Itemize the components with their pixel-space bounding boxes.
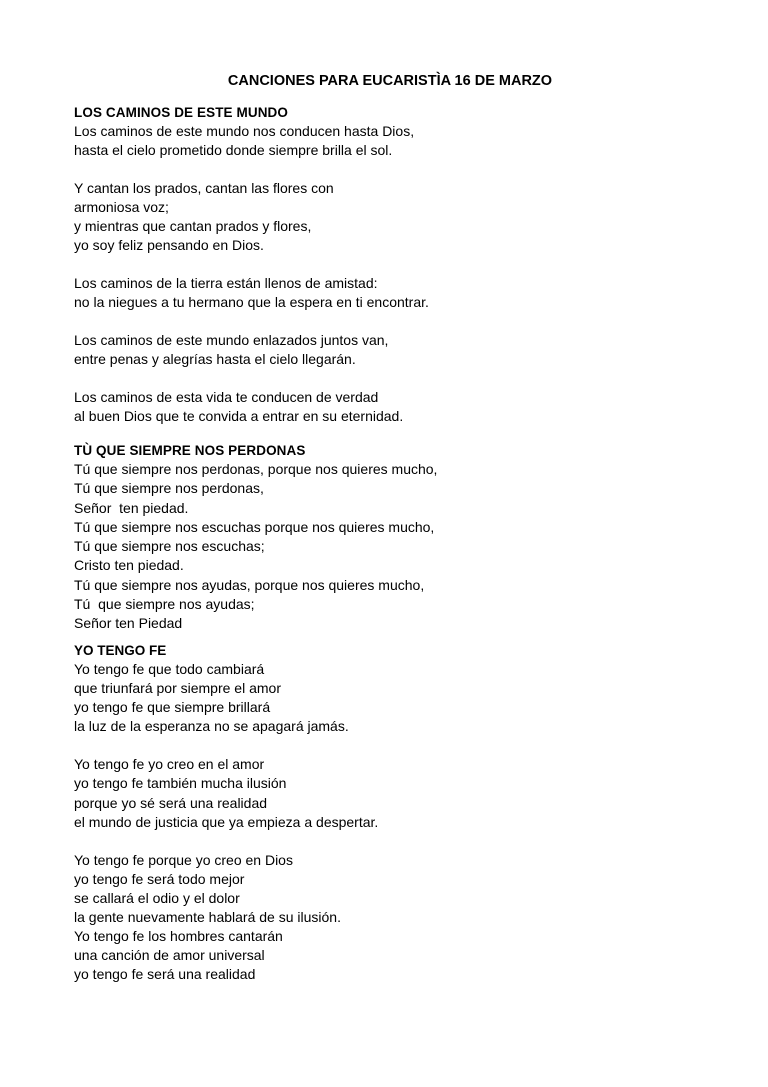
lyric-line: que triunfará por siempre el amor [74,680,281,697]
lyric-line: el mundo de justicia que ya empieza a despertar. [74,813,379,830]
lyric-line: Cristo ten piedad. [74,557,184,574]
song-title: TÙ QUE SIEMPRE NOS PERDONAS [74,443,306,458]
document-title: CANCIONES PARA EUCARISTÌA 16 DE MARZO [227,73,553,89]
lyric-line: Tú que siempre nos ayudas, porque nos quieres mucho, [74,576,425,593]
lyric-line: se callará el odio y el dolor [74,889,240,906]
lyric-line: Los caminos de este mundo nos conducen hasta Dios, [74,123,415,139]
lyric-line: Yo tengo fe que todo cambiará [74,661,265,677]
song-los-caminos [74,103,734,426]
lyric-line: Señor ten Piedad [74,615,183,632]
stanza [74,274,734,312]
stanza [74,851,734,985]
lyric-line: entre penas y alegrías hasta el cielo llegarán. [74,351,356,367]
lyric-line: yo tengo fe será una realidad [74,966,256,983]
lyric-line: Tú que siempre nos ayudas; [74,596,255,613]
lyric-line: Tú que siempre nos perdonas, [74,480,264,497]
song-tu-que-siempre [74,441,734,634]
lyric-line: Los caminos de la tierra están llenos de amistad: [74,275,378,291]
stanza [74,331,734,369]
lyric-line: Yo tengo fe porque yo creo en Dios [74,851,293,868]
lyric-line: Tú que siempre nos escuchas porque nos quieres mucho, [74,518,435,535]
stanza [74,460,734,634]
lyric-line: una canción de amor universal [74,947,265,964]
lyric-line: Señor ten piedad. [74,499,189,516]
lyric-line: al buen Dios que te convida a entrar en su eternidad. [74,408,404,424]
lyric-line: Tú que siempre nos perdonas, porque nos quieres mucho, [74,461,438,477]
stanza [74,755,734,831]
lyric-line: la luz de la esperanza no se apagará jamás. [74,718,349,735]
song-yo-tengo-fe [74,641,734,984]
lyric-line: no la niegues a tu hermano que la espera en ti encontrar. [74,294,429,310]
lyric-line: Los caminos de este mundo enlazados juntos van, [74,332,389,348]
lyric-line: y mientras que cantan prados y flores, [74,218,312,234]
stanza [74,388,734,426]
stanza [74,179,734,255]
lyric-line: yo tengo fe también mucha ilusión [74,775,287,792]
lyric-line: Los caminos de esta vida te conducen de verdad [74,389,379,405]
lyric-line: Yo tengo fe los hombres cantarán [74,928,283,945]
lyric-line: yo tengo fe será todo mejor [74,870,245,887]
lyric-line: porque yo sé será una realidad [74,794,268,811]
song-title: YO TENGO FE [74,643,167,658]
song-title: LOS CAMINOS DE ESTE MUNDO [74,105,289,120]
lyric-line: Tú que siempre nos escuchas; [74,538,265,555]
stanza [74,122,734,160]
lyric-line: yo tengo fe que siempre brillará [74,699,271,716]
lyric-line: armoniosa voz; [74,199,169,215]
stanza [74,660,734,736]
lyric-line: la gente nuevamente hablará de su ilusión. [74,909,341,926]
lyric-line: Y cantan los prados, cantan las flores con [74,180,334,196]
lyric-line: hasta el cielo prometido donde siempre brilla el sol. [74,142,393,158]
lyric-line: yo soy feliz pensando en Dios. [74,237,264,253]
lyric-line: Yo tengo fe yo creo en el amor [74,756,265,773]
